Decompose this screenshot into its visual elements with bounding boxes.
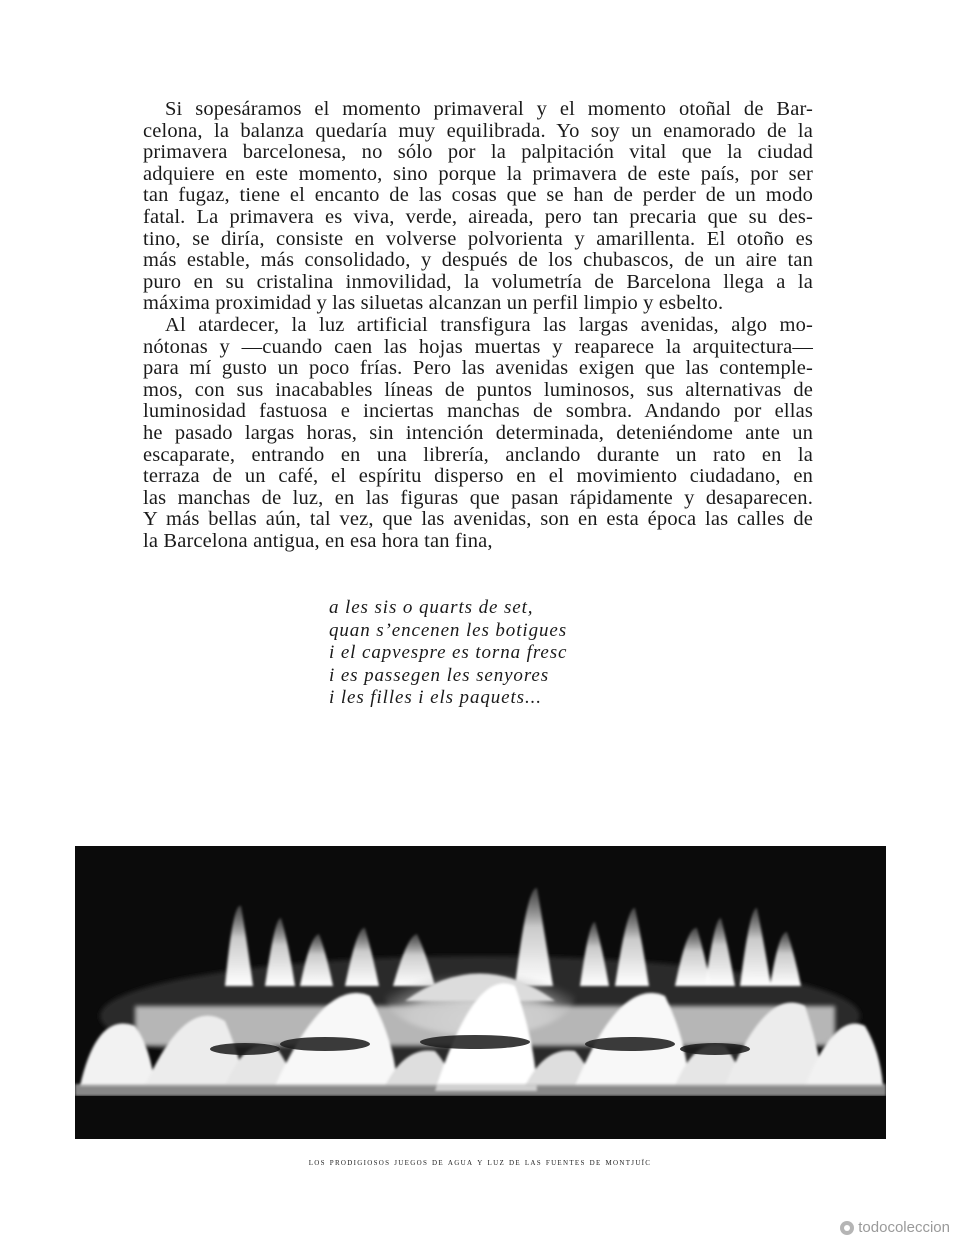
watermark-text: todocoleccion [858, 1219, 950, 1236]
body-text [143, 99, 813, 552]
verse-line: a les sis o quarts de set, [329, 597, 534, 618]
body-line: la Barcelona antigua, en esa hora tan fina, [143, 529, 493, 552]
watermark [840, 1219, 950, 1236]
body-line: escaparate, entrando en una librería, anclando durante un rato en la [143, 443, 813, 466]
body-line: más estable, más consolidado, y después de los chubascos, de un aire tan [143, 249, 813, 272]
body-line: primavera barcelonesa, no sólo por la palpitación vital que la ciudad [143, 141, 813, 164]
body-line: mos, con sus inacabables líneas de puntos luminosos, sus alternativas de [143, 378, 813, 401]
body-line: Al atardecer, la luz artificial transfigura las largas avenidas, algo mo- [165, 313, 813, 336]
watermark-logo-icon [840, 1221, 854, 1235]
body-line: tino, se diría, consiste en volverse polvorienta y amarillenta. El otoño es [143, 227, 813, 250]
body-line: las manchas de luz, en las figuras que pasan rápidamente y desaparecen. [143, 486, 813, 509]
photo-caption: los prodigiosos juegos de agua y luz de las fuentes de montjuïc [308, 1157, 652, 1168]
body-line: celona, la balanza quedaría muy equilibrada. Yo soy un enamorado de la [143, 119, 813, 142]
verse-quote [329, 597, 567, 710]
body-line: máxima proximidad y las siluetas alcanzan un perfil limpio y esbelto. [143, 292, 724, 315]
body-line: para mí gusto un poco frías. Pero las avenidas exigen que las contemple- [143, 357, 813, 380]
verse-line: i el capvespre es torna fresc [329, 642, 568, 663]
body-line: he pasado largas horas, sin intención determinada, deteniéndome ante un [143, 421, 813, 444]
body-line: Y más bellas aún, tal vez, que las avenidas, son en esta época las calles de [143, 508, 813, 531]
body-line: tan fugaz, tiene el encanto de las cosas que se han de perder de un modo [143, 184, 813, 207]
body-line: Si sopesáramos el momento primaveral y el momento otoñal de Bar- [165, 98, 813, 120]
fountain-photo [75, 846, 886, 1139]
body-line: adquiere en este momento, sino porque la primavera de este país, por ser [143, 162, 813, 185]
verse-line: quan s’encenen les botigues [329, 619, 567, 641]
fountain-illustration [75, 846, 886, 1139]
body-line: terraza de un café, el espíritu disperso en el movimiento ciudadano, en [143, 465, 813, 488]
body-line: nótonas y —cuando caen las hojas muertas y reaparece la arquitectura— [143, 335, 813, 358]
body-line: fatal. La primavera es viva, verde, aireada, pero tan precaria que su des- [143, 205, 813, 228]
body-line: puro en su cristalina inmovilidad, la volumetría de Barcelona llega a la [143, 270, 813, 293]
verse-line: i es passegen les senyores [329, 664, 550, 686]
verse-line: i les filles i els paquets... [329, 687, 542, 708]
body-line: luminosidad fastuosa e inciertas manchas de sombra. Andando por ellas [143, 400, 813, 423]
